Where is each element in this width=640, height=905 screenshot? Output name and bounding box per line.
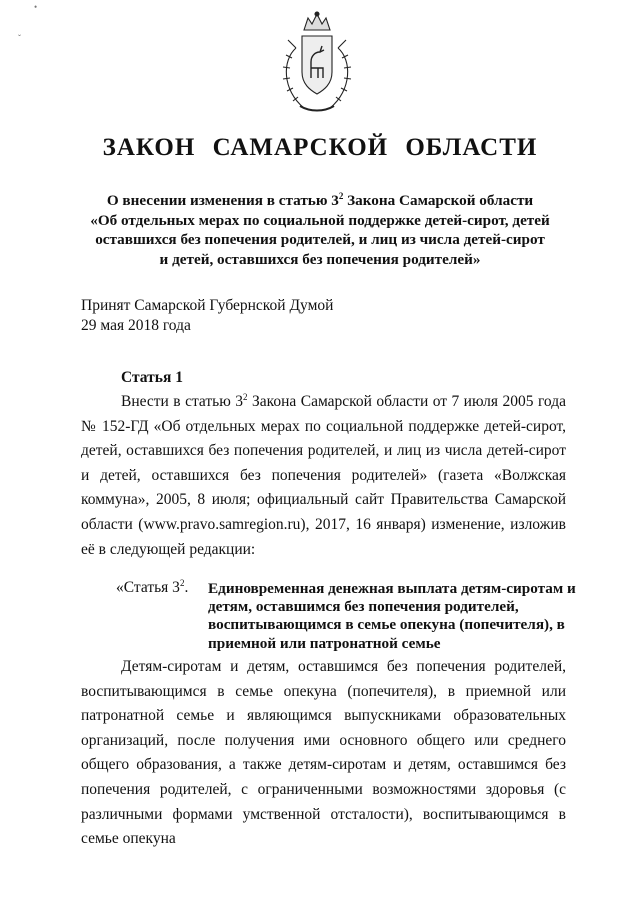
adoption-note (81, 296, 333, 335)
article-paragraph (81, 655, 566, 852)
quoted-article-label (116, 578, 188, 597)
paragraph-text: Детям-сиротам и детям, оставшимся без попечения родителей, воспитывающимся в семье опекуна (попечителя), в приемной или патронатной семье и являющимся выпускниками образовательных организаций, после получения ими основного общего или среднего общего образования, а также детям-сиротам и детям, оставшимся без попечения родителей, с ограниченными возможностями здоровья (с различными формами умственной отсталости), воспитывающимся в семье опекуна (81, 658, 566, 848)
law-title: ЗАКОН САМАРСКОЙ ОБЛАСТИ (102, 134, 538, 161)
label-text: . (184, 579, 189, 597)
paragraph-superscript: 2 (243, 391, 248, 402)
subtitle-line: и детей, оставшихся без попечения родителей» (159, 250, 481, 268)
adoption-body: Принят Самарской Губернской Думой (81, 297, 334, 314)
adoption-date: 29 мая 2018 года (81, 316, 191, 334)
scan-mark: ˇ (18, 33, 21, 43)
article-paragraph (81, 390, 566, 562)
label-text: «Статья 3 (116, 579, 180, 597)
label-superscript: 2 (179, 578, 185, 588)
paragraph-text: Внести в статью 3 (121, 393, 244, 410)
subtitle-text: Закона Самарской области (343, 192, 534, 210)
paragraph-text: Закона Самарской области от 7 июля 2005 года № 152-ГД «Об отдельных мерах по социальной поддержке детей-сирот, детей, оставшихся без попечения родителей, и лиц из числа детей-сирот и детей, оставшихся без попечения родителей» (газета «Волжская коммуна», 2005, 8 июля; официальный сайт Правительства Самарской области (www.pravo.samregion.ru), 2017, 16 января) изменение, изложив её в следующей редакции: (81, 393, 566, 558)
scan-mark: • (34, 2, 38, 12)
subtitle-line: оставшихся без попечения родителей, и лиц из числа детей-сирот (95, 231, 545, 249)
quoted-article-title: Единовременная денежная выплата детям-сиротам и детям, оставшимся без попечения родителей, воспитывающимся в семье опекуна (попечителя), в приемной или патронатной семье (208, 580, 576, 652)
subtitle-text: О внесении изменения в статью 3 (106, 192, 339, 210)
samara-coat-of-arms-icon (274, 10, 360, 118)
subtitle-line: «Об отдельных мерах по социальной поддержке детей-сирот, детей (90, 211, 550, 229)
subtitle-superscript: 2 (338, 191, 344, 201)
subtitle-line (60, 187, 580, 211)
law-subtitle (60, 187, 580, 269)
article-heading: Статья 1 (121, 369, 183, 386)
